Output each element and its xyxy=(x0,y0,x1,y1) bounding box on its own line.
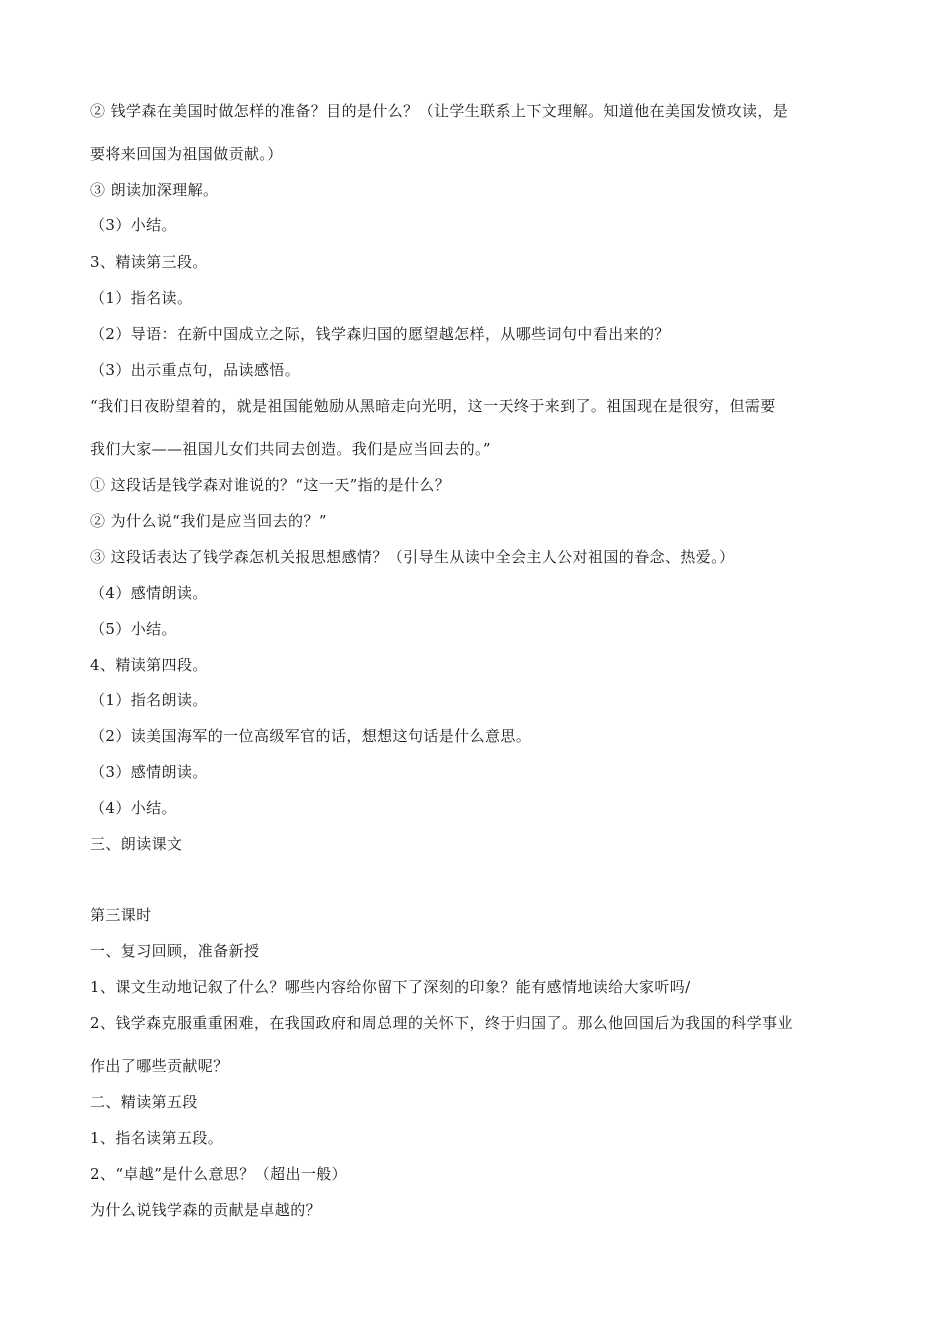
step-line: ③ 朗读加深理解。 xyxy=(90,181,219,199)
section-heading: 3、精读第三段。 xyxy=(90,253,208,271)
section-heading: 4、精读第四段。 xyxy=(90,656,208,674)
step-line: （3）出示重点句，品读感悟。 xyxy=(90,361,301,379)
question-line: ② 为什么说“我们是应当回去的？” xyxy=(90,512,327,530)
step-line: （1）指名朗读。 xyxy=(90,691,208,709)
quote-line: “我们日夜盼望着的，就是祖国能勉励从黑暗走向光明，这一天终于来到了。祖国现在是很穷，但需要 xyxy=(90,397,776,415)
step-line: （4）小结。 xyxy=(90,799,177,817)
quote-line-continued: 我们大家——祖国儿女们共同去创造。我们是应当回去的。” xyxy=(90,440,491,458)
lesson-title: 第三课时 xyxy=(90,906,152,924)
question-line-continued: 要将来回国为祖国做贡献。） xyxy=(90,145,283,163)
question-line: ① 这段话是钱学森对谁说的？“这一天”指的是什么？ xyxy=(90,476,451,494)
step-line: （4）感情朗读。 xyxy=(90,584,208,602)
step-line: （3）感情朗读。 xyxy=(90,763,208,781)
step-line: 2、“卓越”是什么意思？（超出一般） xyxy=(90,1165,348,1183)
step-line: （1）指名读。 xyxy=(90,289,193,307)
step-line-continued: 作出了哪些贡献呢？ xyxy=(90,1057,229,1075)
step-line: 1、课文生动地记叙了什么？哪些内容给你留下了深刻的印象？能有感情地读给大家听吗/ xyxy=(90,978,691,996)
section-heading: 一、复习回顾，准备新授 xyxy=(90,942,260,960)
question-line: ③ 这段话表达了钱学森怎机关报思想感情？（引导生从读中全会主人公对祖国的眷念、热爱。） xyxy=(90,548,735,566)
step-line: （5）小结。 xyxy=(90,620,177,638)
step-line: （2）读美国海军的一位高级军官的话，想想这句话是什么意思。 xyxy=(90,727,532,745)
step-line: 1、指名读第五段。 xyxy=(90,1129,224,1147)
section-heading: 三、朗读课文 xyxy=(90,835,183,853)
step-line: （2）导语：在新中国成立之际，钱学森归国的愿望越怎样，从哪些词句中看出来的？ xyxy=(90,325,670,343)
step-line: 2、钱学森克服重重困难，在我国政府和周总理的关怀下，终于归国了。那么他回国后为我国的科学事业 xyxy=(90,1014,793,1032)
question-line: ② 钱学森在美国时做怎样的准备？目的是什么？（让学生联系上下文理解。知道他在美国发愤攻读，是 xyxy=(90,102,789,120)
step-line: （3）小结。 xyxy=(90,216,177,234)
question-line: 为什么说钱学森的贡献是卓越的？ xyxy=(90,1201,322,1219)
section-heading: 二、精读第五段 xyxy=(90,1093,198,1111)
